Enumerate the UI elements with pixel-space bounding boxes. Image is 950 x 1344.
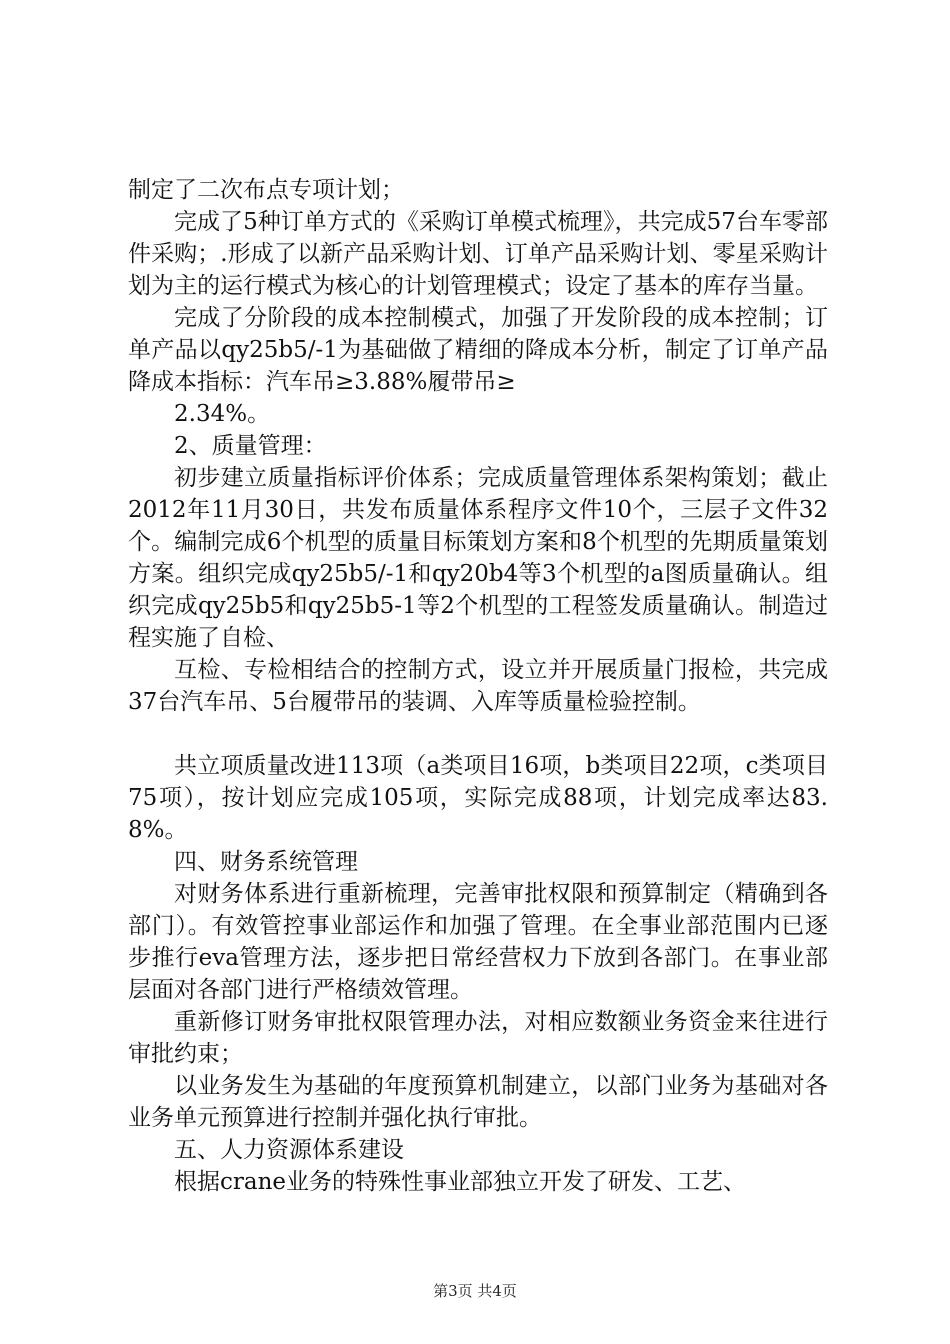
paragraph-hr-development: 根据crane业务的特殊性事业部独立开发了研发、工艺、 [174, 1169, 747, 1195]
document-body [128, 174, 828, 1198]
page-footer: 第3页 共4页 [433, 1282, 517, 1300]
heading-finance-management: 四、财务系统管理 [174, 849, 358, 875]
heading-hr-system: 五、人力资源体系建设 [174, 1137, 404, 1163]
paragraph-spacer [128, 718, 828, 750]
heading-quality-management: 2、质量管理： [174, 433, 327, 459]
paragraph-procurement-orders: 完成了5种订单方式的《采购订单模式梳理》，共完成57台车零部件采购；.形成了以新产品采购计划、订单产品采购计划、零星采购计划为主的运行模式为核心的计划管理模式；设定了基本的库存当量。 [128, 209, 828, 299]
paragraph-inspection-control: 互检、专检相结合的控制方式，设立并开展质量门报检，共完成37台汽车吊、5台履带吊的装调、入库等质量检验控制。 [128, 657, 828, 715]
paragraph-quality-improvement: 共立项质量改进113项（a类项目16项，b类项目22项，c类项目75项），按计划应完成105项，实际完成88项，计划完成率达83.8%。 [128, 753, 828, 843]
paragraph-finance-restructure: 对财务体系进行重新梳理，完善审批权限和预算制定（精确到各部门）。有效管控事业部运作和加强了管理。在全事业部范围内已逐步推行eva管理方法，逐步把日常经营权力下放到各部门。在事业部层面对各部门进行严格绩效管理。 [128, 881, 828, 1003]
paragraph-budget-mechanism: 以业务发生为基础的年度预算机制建立，以部门业务为基础对各业务单元预算进行控制并强化执行审批。 [128, 1073, 828, 1131]
paragraph-cost-control: 完成了分阶段的成本控制模式，加强了开发阶段的成本控制；订单产品以qy25b5/-1为基础做了精细的降成本分析，制定了订单产品降成本指标：汽车吊≥3.88%履带吊≥ [128, 305, 828, 395]
paragraph-approval-rules: 重新修订财务审批权限管理办法，对相应数额业务资金来往进行审批约束； [128, 1009, 828, 1067]
paragraph-secondary-layout-plan: 制定了二次布点专项计划； [128, 177, 404, 203]
paragraph-crawler-crane-ratio: 2.34%。 [174, 401, 271, 427]
paragraph-quality-system: 初步建立质量指标评价体系；完成质量管理体系架构策划；截止2012年11月30日，共发布质量体系程序文件10个，三层子文件32个。编制完成6个机型的质量目标策划方案和8个机型的先期质量策划方案。组织完成qy25b5/-1和qy20b4等3个机型的a图质量确认。组织完成qy25b5和qy25b5-1等2个机型的工程签发质量确认。制造过程实施了自检、 [128, 465, 828, 651]
